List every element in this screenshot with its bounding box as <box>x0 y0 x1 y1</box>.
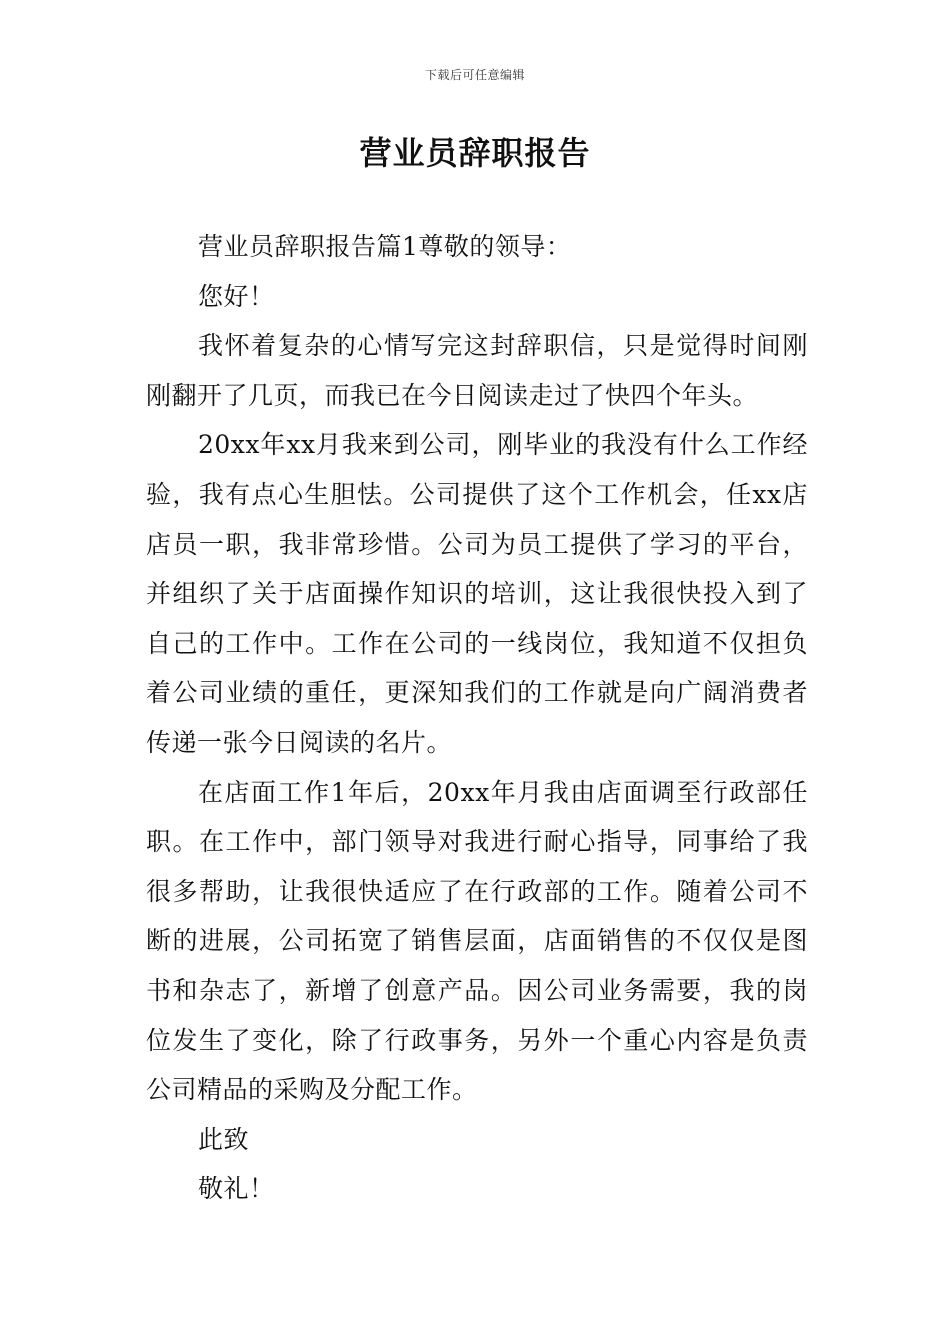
paragraph-salutation: 营业员辞职报告篇1尊敬的领导： <box>198 232 572 261</box>
document-body <box>146 222 808 1214</box>
document-title: 营业员辞职报告 <box>359 134 591 172</box>
paragraph-closing-regards: 敬礼！ <box>198 1174 275 1204</box>
paragraph-closing: 此致 <box>198 1124 250 1154</box>
paragraph-greeting: 您好！ <box>198 281 275 311</box>
header-note: 下载后可任意编辑 <box>424 68 525 82</box>
paragraph: 在店面工作1年后，20xx年月我由店面调至行政部任职。在工作中，部门领导对我进行耐心指导，同事给了我很多帮助，让我很快适应了在行政部的工作。随着公司不断的进展，公司拓宽了销售层面，店面销售的不仅仅是图书和杂志了，新增了创意产品。因公司业务需要，我的岗位发生了变化，除了行政事务，另外一个重心内容是负责公司精品的采购及分配工作。 <box>146 777 808 1105</box>
paragraph: 我怀着复杂的心情写完这封辞职信，只是觉得时间刚刚翻开了几页，而我已在今日阅读走过了快四个年头。 <box>146 331 808 410</box>
paragraph: 20xx年xx月我来到公司，刚毕业的我没有什么工作经验，我有点心生胆怯。公司提供了这个工作机会，任xx店店员一职，我非常珍惜。公司为员工提供了学习的平台，并组织了关于店面操作知识的培训，这让我很快投入到了自己的工作中。工作在公司的一线岗位，我知道不仅担负着公司业绩的重任，更深知我们的工作就是向广阔消费者传递一张今日阅读的名片。 <box>146 430 808 757</box>
